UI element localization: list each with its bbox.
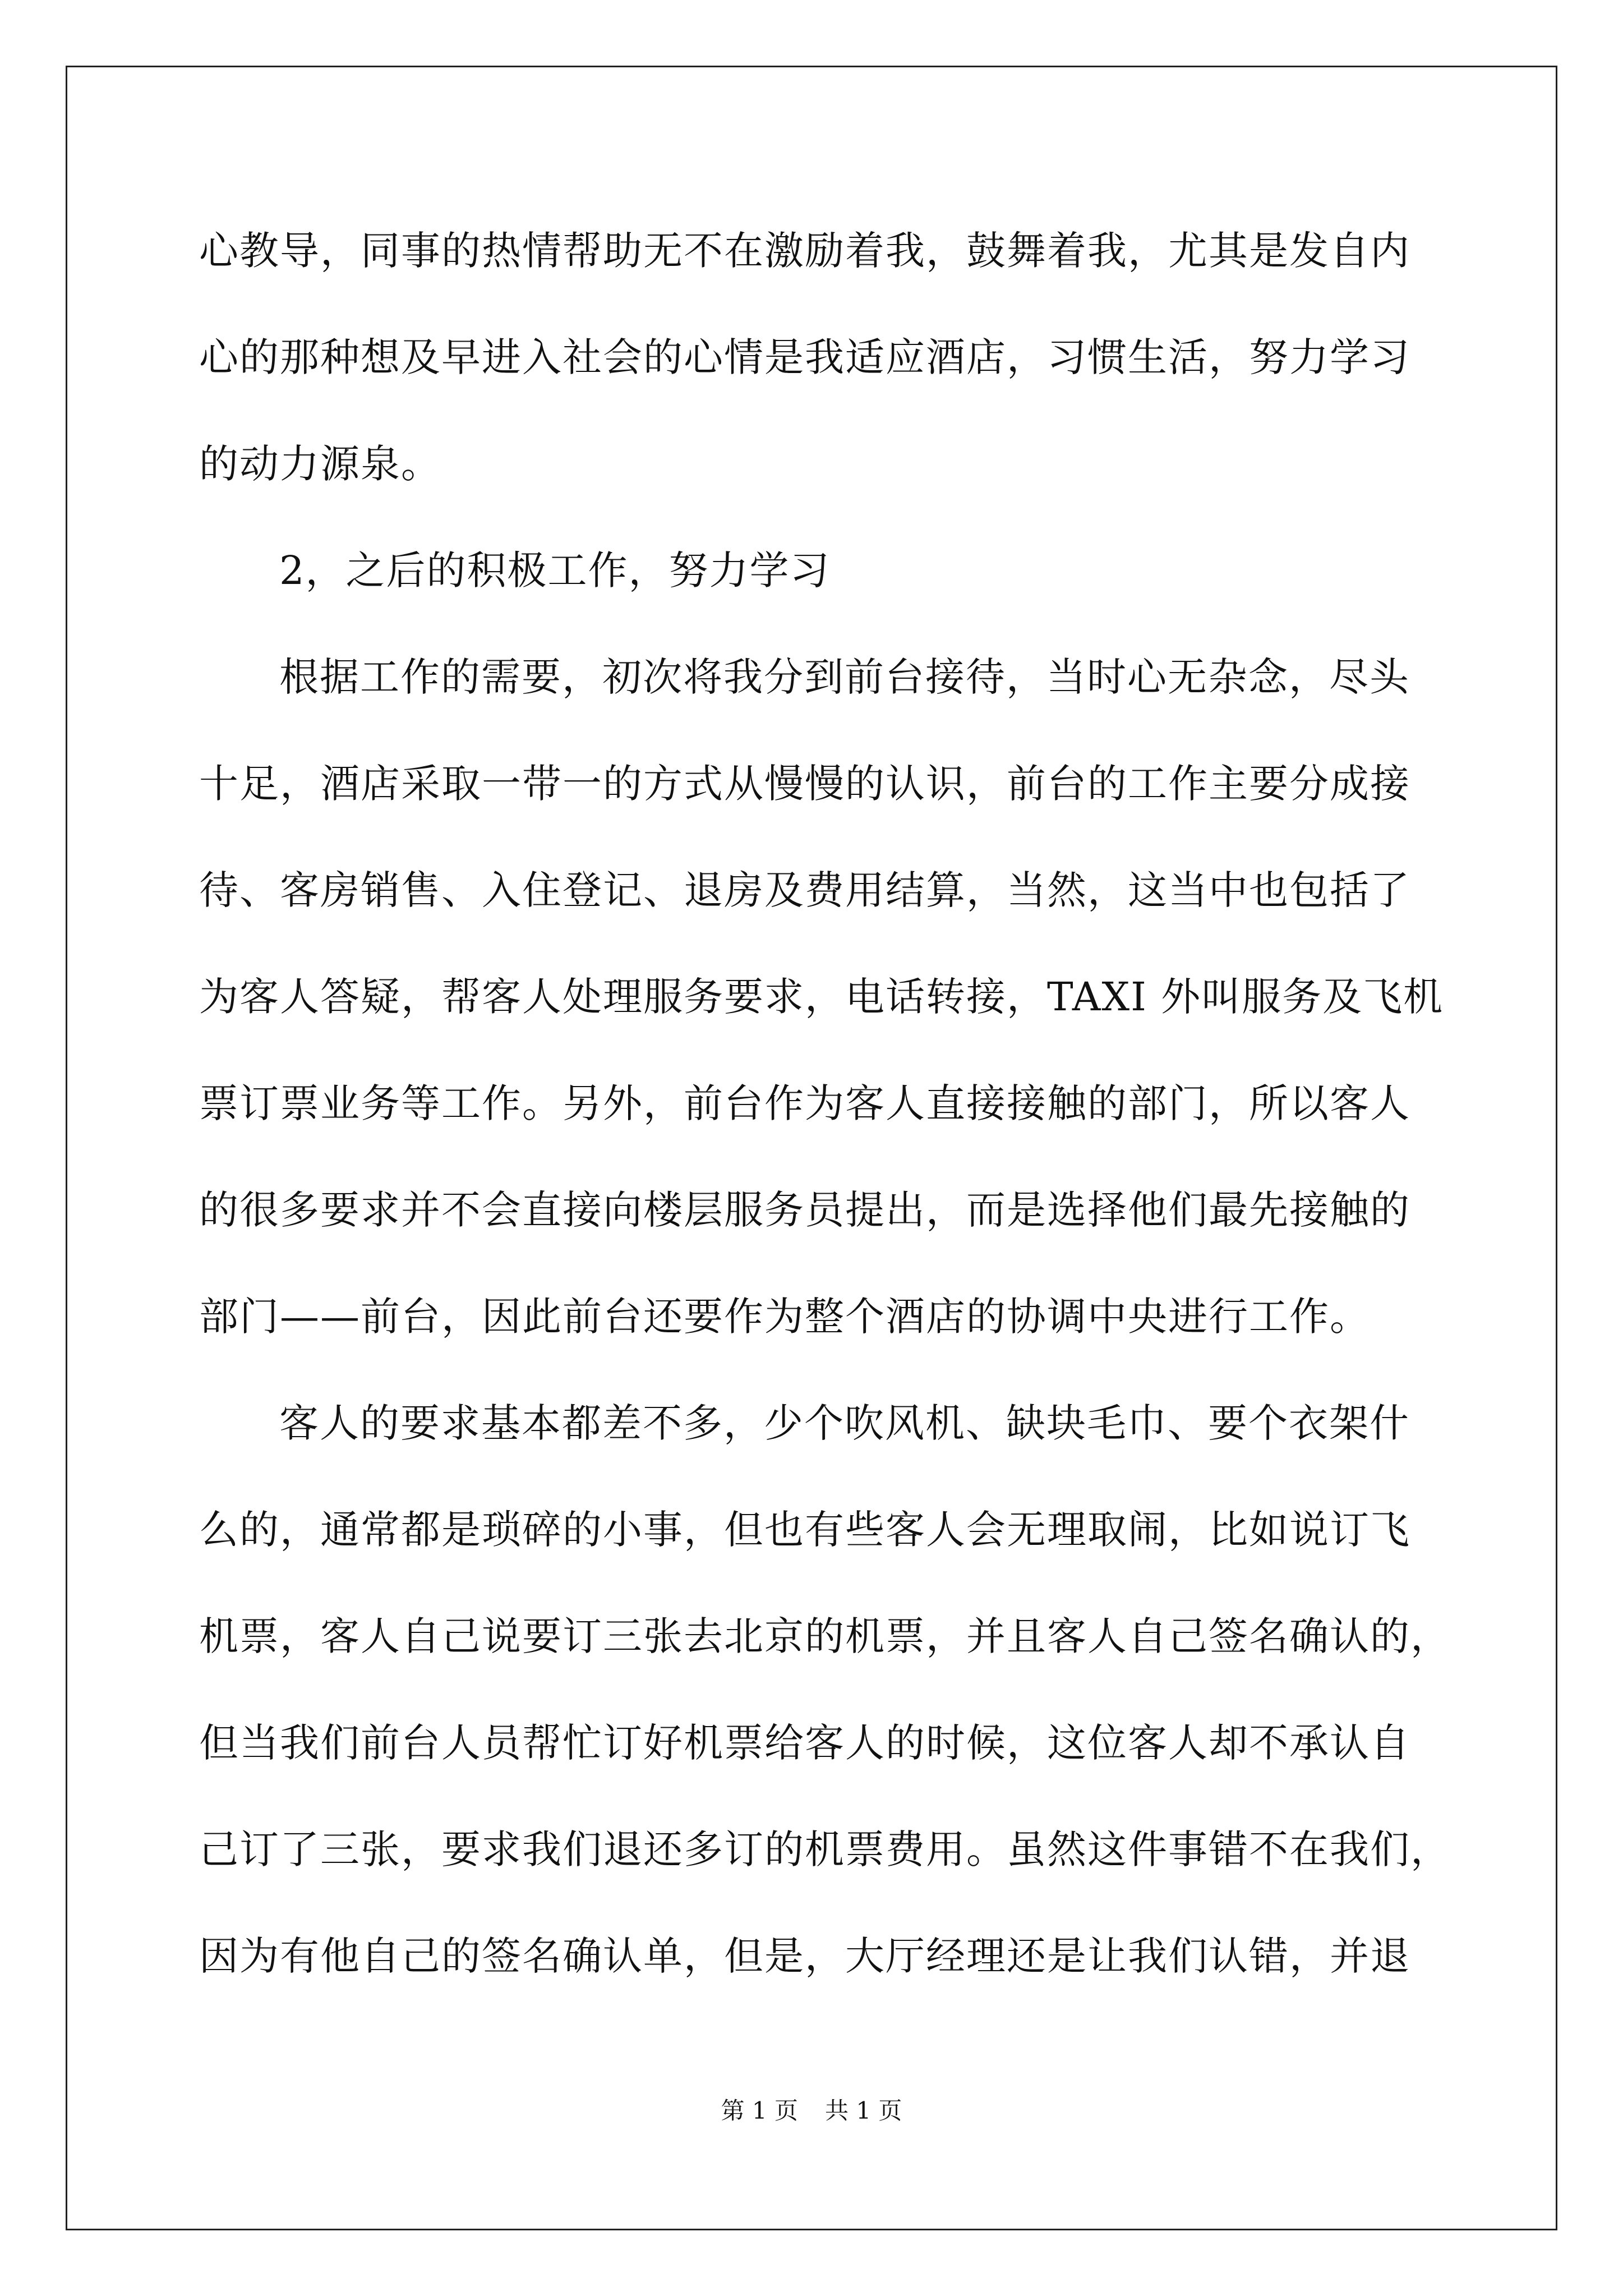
- text-line-11: 部门——前台，因此前台还要作为整个酒店的协调中央进行工作。: [199, 1294, 1370, 1340]
- text-line-1: 心教导，同事的热情帮助无不在激励着我，鼓舞着我，尤其是发自内: [199, 228, 1410, 274]
- text-line-12: 客人的要求基本都差不多，少个吹风机、缺块毛巾、要个衣架什: [279, 1400, 1410, 1446]
- text-line-5: 根据工作的需要，初次将我分到前台接待，当时心无杂念，尽头: [279, 654, 1410, 700]
- text-line-7: 待、客房销售、入住登记、退房及费用结算，当然，这当中也包括了: [199, 867, 1410, 913]
- text-line-17: 因为有他自己的签名确认单，但是，大厅经理还是让我们认错，并退: [199, 1933, 1410, 1979]
- text-line-3: 的动力源泉。: [199, 441, 441, 487]
- page-number: 第 1 页: [721, 2097, 798, 2124]
- text-line-13: 么的，通常都是琐碎的小事，但也有些客人会无理取闹，比如说订飞: [199, 1507, 1410, 1553]
- document-body: [199, 220, 1451, 2032]
- page-footer: [0, 2097, 1623, 2125]
- text-line-10: 的很多要求并不会直接向楼层服务员提出，而是选择他们最先接触的: [199, 1187, 1410, 1233]
- page-total: 共 1 页: [825, 2097, 902, 2124]
- text-line-16: 己订了三张，要求我们退还多订的机票费用。虽然这件事错不在我们，: [199, 1826, 1451, 1872]
- section-heading: 2，之后的积极工作，努力学习: [279, 547, 831, 593]
- text-line-2: 心的那种想及早进入社会的心情是我适应酒店，习惯生活，努力学习: [199, 334, 1410, 380]
- text-line-9: 票订票业务等工作。另外，前台作为客人直接接触的部门，所以客人: [199, 1080, 1410, 1126]
- text-line-15: 但当我们前台人员帮忙订好机票给客人的时候，这位客人却不承认自: [199, 1720, 1410, 1766]
- text-line-8: 为客人答疑，帮客人处理服务要求，电话转接，TAXI 外叫服务及飞机: [199, 974, 1444, 1020]
- text-line-14: 机票，客人自己说要订三张去北京的机票，并且客人自己签名确认的，: [199, 1613, 1451, 1659]
- text-line-6: 十足，酒店采取一带一的方式从慢慢的认识，前台的工作主要分成接: [199, 761, 1410, 807]
